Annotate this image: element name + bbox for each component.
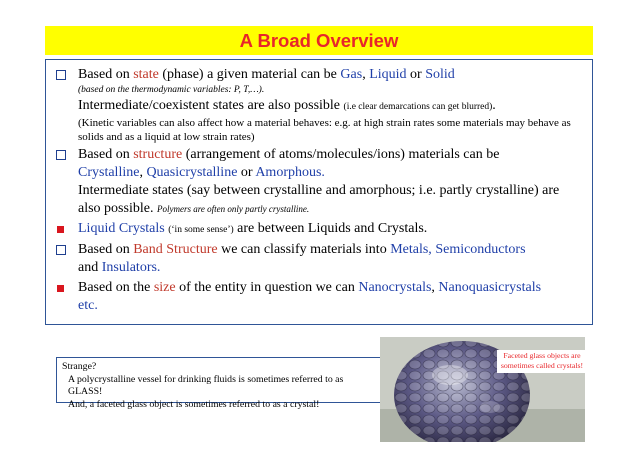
term-solid: Solid (425, 67, 455, 82)
term-liquid-crystals: Liquid Crystals (78, 221, 165, 236)
thermodynamic-note: (based on the thermodynamic variables: P, T,…). (78, 85, 265, 95)
term-state: state (133, 67, 159, 82)
square-bullet-icon (56, 220, 64, 239)
term-gas: Gas (340, 67, 363, 82)
intermediate-line: Intermediate/coexistent states are also possible (i.e clear demarcations can get blurred). (78, 98, 496, 113)
checkbox-bullet-icon (56, 146, 66, 166)
strange-line-glass: A polycrystalline vessel for drinking fluids is sometimes referred to as GLASS! (68, 373, 344, 397)
bullet-state: Based on state (phase) a given material can be Gas, Liquid or Solid (based on the thermodynamic variables: P, T,…). Intermediate/coexistent states are also possible (i.e clear demarcations can get blurred). (Kinetic variables can also affect how a material behaves: e.g. at high strain rates some materials may behave as solids and as a liquid at low strain rates) (56, 66, 582, 144)
strange-note-box (56, 357, 384, 410)
main-content-box (45, 59, 593, 325)
strange-heading: Strange? (62, 361, 97, 372)
bullet-liquid-crystals: Liquid Crystals (‘in some sense’) are between Liquids and Crystals. (56, 220, 582, 239)
term-metals: Metals, (390, 242, 436, 257)
term-insulators: Insulators. (101, 260, 161, 275)
term-liquid: Liquid (369, 67, 407, 82)
strange-line-crystal: And, a faceted glass object is sometimes referred to as a crystal! (68, 398, 320, 410)
term-etc: etc. (78, 298, 98, 313)
kinetic-note: (Kinetic variables can also affect how a material behaves: e.g. at high strain rates some materials may behave as solids and as a liquid at low strain rates) (78, 117, 571, 143)
title-bar (45, 26, 593, 55)
term-quasicrystalline: Quasicrystalline (146, 165, 238, 180)
photo-caption: Faceted glass objects are sometimes called crystals! (497, 350, 587, 373)
term-semiconductors: Semiconductors (435, 242, 526, 257)
polymers-note: Polymers are often only partly crystalline. (156, 204, 310, 214)
checkbox-bullet-icon (56, 66, 66, 86)
term-structure: structure (133, 147, 183, 162)
square-bullet-icon (56, 279, 64, 298)
term-nanocrystals: Nanocrystals (358, 280, 432, 295)
checkbox-bullet-icon (56, 241, 66, 261)
term-size: size (153, 280, 176, 295)
bullet-band-structure: Based on Band Structure we can classify materials into Metals, Semiconductors and Insulators. (56, 241, 582, 277)
term-nanoquasicrystals: Nanoquasicrystals (438, 280, 542, 295)
term-band-structure: Band Structure (133, 242, 218, 257)
bullet-size: Based on the size of the entity in question we can Nanocrystals, Nanoquasicrystals etc. (56, 279, 582, 315)
term-crystalline: Crystalline (78, 165, 140, 180)
bullet-structure: Based on structure (arrangement of atoms/molecules/ions) materials can be Crystalline, Quasicrystalline or Amorphous. Intermediate states (say between crystalline and amorphous; i.e. partly crystalline) are also possible. Polymers are often only partly crystalline. (56, 146, 582, 218)
term-amorphous: Amorphous. (255, 165, 325, 180)
slide-title: A Broad Overview (239, 29, 399, 51)
